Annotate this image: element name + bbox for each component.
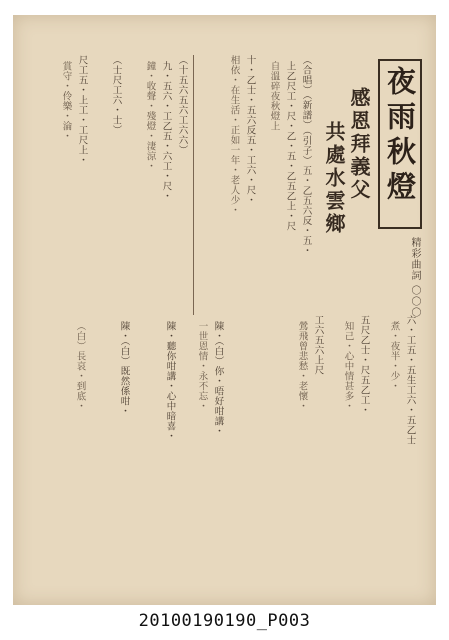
- verse-line: 六・工五・五生工六・五乙士: [404, 315, 416, 445]
- verse-line: 鶯飛曾悲愁・老懷・: [296, 321, 308, 411]
- verse-line: 知己・心中情甚多・: [342, 321, 354, 411]
- document-page: [13, 15, 436, 605]
- verse-line: 陳・聽你咁講・心中暗喜・: [164, 321, 176, 441]
- score-line: 自溫碎夜秋燈上: [268, 61, 280, 131]
- score-line: 賞守・伶樂・淪・: [60, 61, 72, 141]
- song-genre: 精彩曲詞 〇〇〇: [409, 237, 420, 319]
- score-line: （合唱）（新譜）（引子）五・乙五六反・五・: [300, 55, 312, 256]
- score-line: 尺工五・上工・工尺上・: [76, 55, 88, 165]
- verse-line: 陳・（白）你・唔好咁講・: [212, 321, 224, 437]
- score-line: 相依・在生活・正如一年・老人少・: [228, 55, 240, 215]
- score-line: 上乙尺工・尺・乙・五・乙五乙上・尺: [284, 61, 296, 231]
- score-line: 十・乙士・五六反五・工六・尺・: [244, 55, 256, 205]
- score-line: 鐘・收聲・殘燈・淒涼・: [144, 61, 156, 171]
- verse-line: 工六五六上尺: [312, 315, 324, 375]
- verse-line: 一世恩情・永不忘・: [196, 321, 208, 411]
- score-line: （十五六五六工六六）: [176, 55, 188, 155]
- verse-line: 五尺乙士・尺五乙工・: [358, 315, 370, 415]
- score-line: 九・五六・工乙五・六工・尺・: [160, 61, 172, 201]
- song-title: 夜雨秋燈: [383, 66, 417, 206]
- verse-line: （白）長哀・到底・: [74, 321, 86, 411]
- page-id-caption: 20100190190_P003: [138, 611, 311, 631]
- score-line: （士尺工六・士）: [110, 55, 122, 135]
- verse-line: 煮・夜半・少・: [388, 321, 400, 391]
- column-divider: [193, 55, 194, 315]
- subtitle-1: 感恩拜義父: [347, 87, 371, 202]
- song-title-box: [378, 59, 422, 229]
- subtitle-2: 共處水雲鄉: [322, 121, 346, 236]
- verse-line: 陳・（白）既然係咁・: [118, 321, 130, 417]
